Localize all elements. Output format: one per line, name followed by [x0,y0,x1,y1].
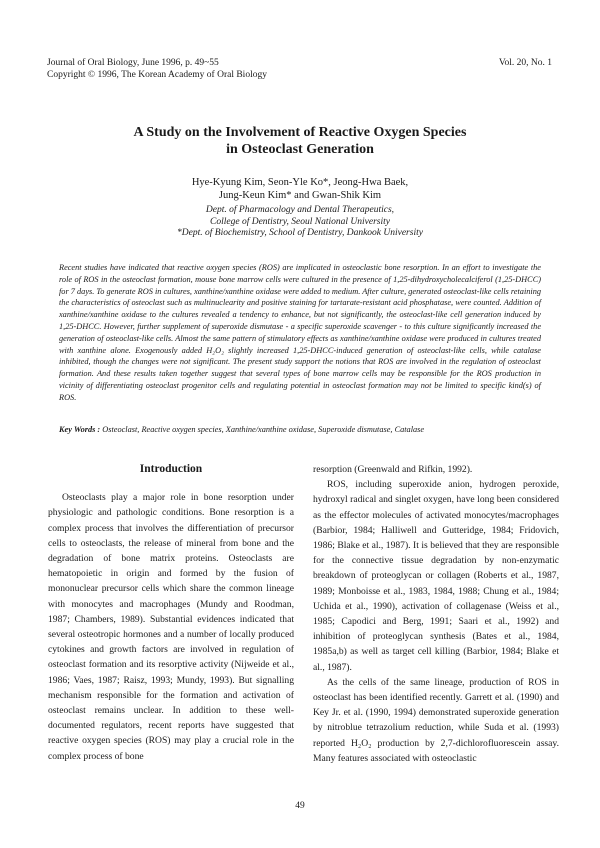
affiliation-line-2: College of Dentistry, Seoul National University [210,216,390,227]
volume-label: Vol. 20, No. 1 [498,58,552,68]
keywords-text: Osteoclast, Reactive oxygen species, Xanthine/xanthine oxidase, Superoxide dismutase, Catalase [102,425,425,434]
intro-paragraph-3: As the cells of the same lineage, production of ROS in osteoclast has been identified recently. Garrett et al. (1990) and Key Jr. et al. (1990, 1994) demonstrated superoxide generation by nitroblue tetrazolium reduction, while Suda et al. (1993) reported H₂O₂ production by 2,7-dichlorofluorescein assay. Many features associated with osteoclastic [313,676,559,764]
authors-line-2: Jung-Keun Kim* and Gwan-Shik Kim [218,190,382,201]
title-line-2: in Osteoclast Generation [226,142,374,157]
intro-paragraph-1-continued: resorption (Greenwald and Rifkin, 1992). [313,464,473,475]
journal-line: Journal of Oral Biology, June 1996, p. 49~55 [47,58,219,68]
journal-header [47,58,267,81]
left-column [48,462,294,764]
title-line-1: A Study on the Involvement of Reactive Oxygen Species [133,125,467,140]
keywords-label: Key Words : [59,425,101,434]
affiliation-line-1: Dept. of Pharmacology and Dental Therapeutics, [205,205,395,215]
right-column [313,462,559,766]
abstract-text: Recent studies have indicated that reactive oxygen species (ROS) are implicated in osteoclastic bone resorption. In an effort to investigate the role of ROS in the osteoclast formation, mouse bone marrow cells were cultured in the presence of 1,25-dihydroxycholecalciferol (1,25-DHCC) for 7 days. To generate ROS in cultures, xanthine/xanthine oxidase were added to medium. After culture, generated osteoclast-like cells retaining the characteristics of osteoclast such as multinuclearity and positive staining for tartarate-resistant acid phosphatase, were counted. Addition of xanthine/xanthine oxidase to the cultures revealed a tendency to enhance, but not significantly, the osteoclast-like cell generation induced by 1,25-DHCC. However, further supplement of superoxide dismutase - a specific superoxide scavenger - to this culture significantly increased the generation of osteoclast-like cells. Almost the same pattern of stimulatory effects as xanthine/xanthine oxidase were produced in cultures treated with xanthine alone. Exogenously added H₂O₂ slightly increased 1,25-DHCC-induced generation of osteoclast-like cells, while catalase inhibited, though the changes were not significant. The present study support the notions that ROS are involved in the regulation of osteoclast formation. And these results taken together suggest that several types of bone marrow cells may be responsible for the ROS production in vicinity of differentiating osteoclast progenitor cells and regulating potential in osteoclast formation may not be limited to specific kind(s) of ROS. [59,263,541,402]
paper-title [0,124,600,158]
intro-paragraph-1: Osteoclasts play a major role in bone resorption under physiologic and pathologic conditions. Bone resorption is a complex process that involves the differentiation of precursor cells to osteoclasts, the release of mineral from bone and the degradation of bone matrix proteins. Osteoclasts are hematopoietic in origin and formed by the fusion of mononuclear precursor cells which share the common lineage with monocytes and macrophages (Mundy and Roodman, 1987; Chambers, 1989). Substantial evidences indicated that several osteotropic hormones and a number of locally produced cytokines and growth factors are involved in regulation of osteoclast formation and its resorptive activity (Nijweide et al., 1986; Vaes, 1987; Raisz, 1993; Mundy, 1993). But signalling mechanism responsible for the formation and activation of osteoclast remains unclear. In addition to these well-documented regulators, recent reports have suggested that reactive oxygen species (ROS) may play a crucial role in the complex process of bone [48,492,294,762]
authors-line-1: Hye-Kyung Kim, Seon-Yle Ko*, Jeong-Hwa Baek, [191,177,409,188]
keywords [59,425,541,434]
affiliations [0,205,600,240]
copyright-line: Copyright © 1996, The Korean Academy of Oral Biology [47,69,267,80]
page-number: 49 [295,801,305,811]
author-list [0,176,600,202]
intro-paragraph-2: ROS, including superoxide anion, hydrogen peroxide, hydroxyl radical and singlet oxygen, have long been considered as the effector molecules of activated monocytes/macrophages (Barbior, 1984; Halliwell and Gutteridge, 1984; Fridovich, 1986; Blake et al., 1987). It is believed that they are responsible for the connective tissue degradation by non-enzymatic breakdown of proteoglycan or collagen (Roberts et al., 1987, 1989; Monboisse et al., 1983, 1984, 1988; Chung et al., 1984; Uchida et al., 1990), activation of collagenase (Weiss et al., 1985; Capodici and Berg, 1991; Saari et al., 1992) and inhibition of proteoglycan synthesis (Bates et al., 1984, 1985a,b) as well as target cell killing (Barbior, 1984; Blake et al., 1987). [313,479,559,673]
affiliation-line-3: *Dept. of Biochemistry, School of Dentistry, Dankook University [177,228,423,238]
section-heading-introduction: Introduction [139,463,203,475]
